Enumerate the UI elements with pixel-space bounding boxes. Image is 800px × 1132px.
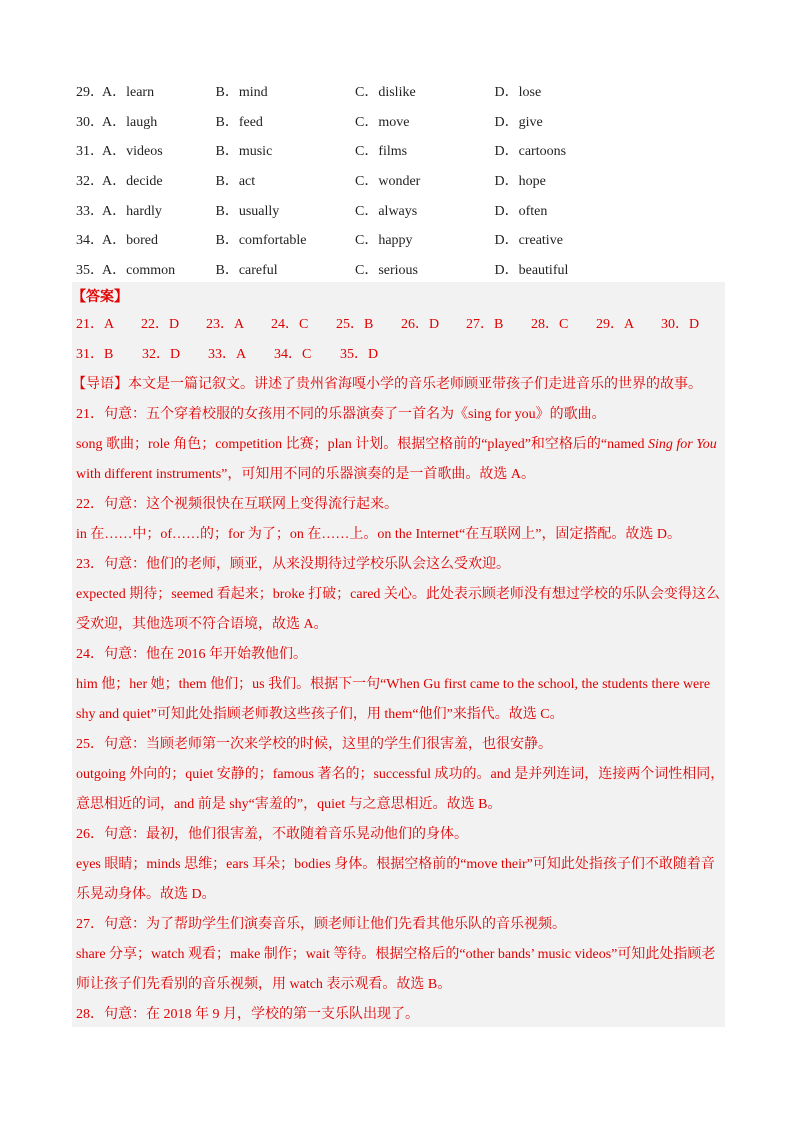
- question-number: 35．: [76, 262, 104, 278]
- option-b: B．act: [215, 173, 256, 189]
- question-number: 33．: [76, 203, 104, 219]
- option-c: C．wonder: [355, 173, 421, 189]
- option-a: A．bored: [102, 233, 158, 249]
- q21-song-title: Sing for You: [647, 437, 717, 452]
- option-d: D．often: [494, 203, 548, 219]
- option-row-34: [76, 224, 736, 254]
- q23-meaning: 23．句意：他们的老师，顾亚，从来没期待过学校乐队会这么受欢迎。: [76, 557, 510, 572]
- question-number: 32．: [76, 173, 104, 189]
- answer-heading: 【答案】: [72, 290, 128, 305]
- answer-key: 24．C: [271, 317, 309, 332]
- answer-key: 28．C: [531, 317, 569, 332]
- option-d: D．hope: [494, 173, 546, 189]
- answer-key: 26．D: [401, 317, 440, 332]
- option-row-33: [76, 195, 736, 225]
- option-c: C．dislike: [355, 84, 416, 100]
- option-b: B．music: [215, 144, 273, 160]
- option-row-30: [76, 106, 736, 136]
- guide-text: 【导语】本文是一篇记叙文。讲述了贵州省海嘎小学的音乐老师顾亚带孩子们走进音乐的世界的故事。: [72, 377, 702, 392]
- option-a: A．common: [102, 262, 176, 278]
- q22-explanation: in 在……中；of……的；for 为了；on 在……上。on the Internet“在互联网上”，固定搭配。故选 D。: [76, 527, 682, 542]
- q21-explanation-part2: with different instruments”，可知用不同的乐器演奏的是一首歌曲。故选 A。: [76, 467, 535, 482]
- option-b: B．mind: [215, 84, 268, 100]
- question-number: 31．: [76, 144, 104, 160]
- q26-explanation: eyes 眼睛；minds 思维；ears 耳朵；bodies 身体。根据空格前的“move their”可知此处指孩子们不敢随着音乐晃动身体。故选 D。: [76, 857, 715, 902]
- q27-explanation: share 分享；watch 观看；make 制作；wait 等待。根据空格后的“other bands’ music videos”可知此处指顾老师让孩子们先看别的音乐视频，用 watch 表示观看。故选 B。: [76, 947, 716, 992]
- answer-section: [72, 286, 726, 1030]
- answer-key: 31．B: [76, 347, 114, 362]
- option-b: B．careful: [215, 262, 278, 278]
- option-c: C．serious: [355, 262, 418, 278]
- answer-key: 34．C: [274, 347, 312, 362]
- q25-explanation: outgoing 外向的；quiet 安静的；famous 著名的；successful 成功的。and 是并列连词，连接两个词性相同，意思相近的词，and 前是 shy“害羞的”，quiet 与之意思相近。故选 B。: [76, 767, 725, 812]
- answer-key: 30．D: [661, 317, 700, 332]
- answer-key: 29．A: [596, 317, 635, 332]
- answer-key: 25．B: [336, 317, 374, 332]
- options-list: [76, 76, 736, 284]
- q23-explanation: expected 期待；seemed 看起来；broke 打破；cared 关心。此处表示顾老师没有想过学校的乐队会变得这么受欢迎，其他选项不符合语境，故选 A。: [76, 587, 720, 632]
- option-c: C．always: [355, 203, 418, 219]
- option-row-31: [76, 135, 736, 165]
- option-row-35: [76, 254, 736, 284]
- answer-key: 35．D: [340, 347, 379, 362]
- option-d: D．cartoons: [494, 144, 567, 160]
- option-row-32: [76, 165, 736, 195]
- option-d: D．lose: [494, 84, 542, 100]
- answer-key: 23．A: [206, 317, 245, 332]
- answer-key: 32．D: [142, 347, 181, 362]
- answer-key-row-1: [76, 310, 726, 340]
- question-number: 34．: [76, 233, 104, 249]
- option-b: B．comfortable: [215, 233, 307, 249]
- q28-meaning: 28．句意：在 2018 年 9 月，学校的第一支乐队出现了。: [76, 1007, 419, 1022]
- question-number: 30．: [76, 114, 104, 130]
- option-c: C．move: [355, 114, 410, 130]
- q22-meaning: 22．句意：这个视频很快在互联网上变得流行起来。: [76, 497, 398, 512]
- option-a: A．decide: [102, 173, 163, 189]
- option-a: A．videos: [102, 144, 163, 160]
- option-c: C．happy: [355, 233, 413, 249]
- q21-explanation: [76, 430, 726, 490]
- option-row-29: [76, 76, 736, 106]
- answer-key: 27．B: [466, 317, 504, 332]
- q21-explanation-part1: song 歌曲；role 角色；competition 比赛；plan 计划。根据空格前的“played”和空格后的“named: [76, 437, 648, 452]
- option-d: D．give: [494, 114, 543, 130]
- option-b: B．usually: [215, 203, 280, 219]
- q26-meaning: 26．句意：最初，他们很害羞，不敢随着音乐晃动他们的身体。: [76, 827, 468, 842]
- option-b: B．feed: [215, 114, 263, 130]
- option-a: A．hardly: [102, 203, 162, 219]
- option-a: A．learn: [102, 84, 155, 100]
- answer-key: 22．D: [141, 317, 180, 332]
- q25-meaning: 25．句意：当顾老师第一次来学校的时候，这里的学生们很害羞，也很安静。: [76, 737, 552, 752]
- q27-meaning: 27．句意：为了帮助学生们演奏音乐，顾老师让他们先看其他乐队的音乐视频。: [76, 917, 566, 932]
- option-a: A．laugh: [102, 114, 158, 130]
- q24-explanation: him 他；her 她；them 他们；us 我们。根据下一句“When Gu first came to the school, the students there were shy and quiet”可知此处指顾老师教这些孩子们，用 them“他们”来指代。故选 C。: [76, 677, 711, 722]
- question-number: 29．: [76, 84, 104, 100]
- option-c: C．films: [355, 144, 408, 160]
- answer-key: 21．A: [76, 317, 115, 332]
- answer-key: 33．A: [208, 347, 247, 362]
- q21-meaning: 21．句意：五个穿着校服的女孩用不同的乐器演奏了一首名为《sing for you》的歌曲。: [76, 407, 606, 422]
- answer-key-row-2: [76, 340, 726, 370]
- option-d: D．creative: [494, 233, 563, 249]
- option-d: D．beautiful: [494, 262, 569, 278]
- q24-meaning: 24．句意：他在 2016 年开始教他们。: [76, 647, 307, 662]
